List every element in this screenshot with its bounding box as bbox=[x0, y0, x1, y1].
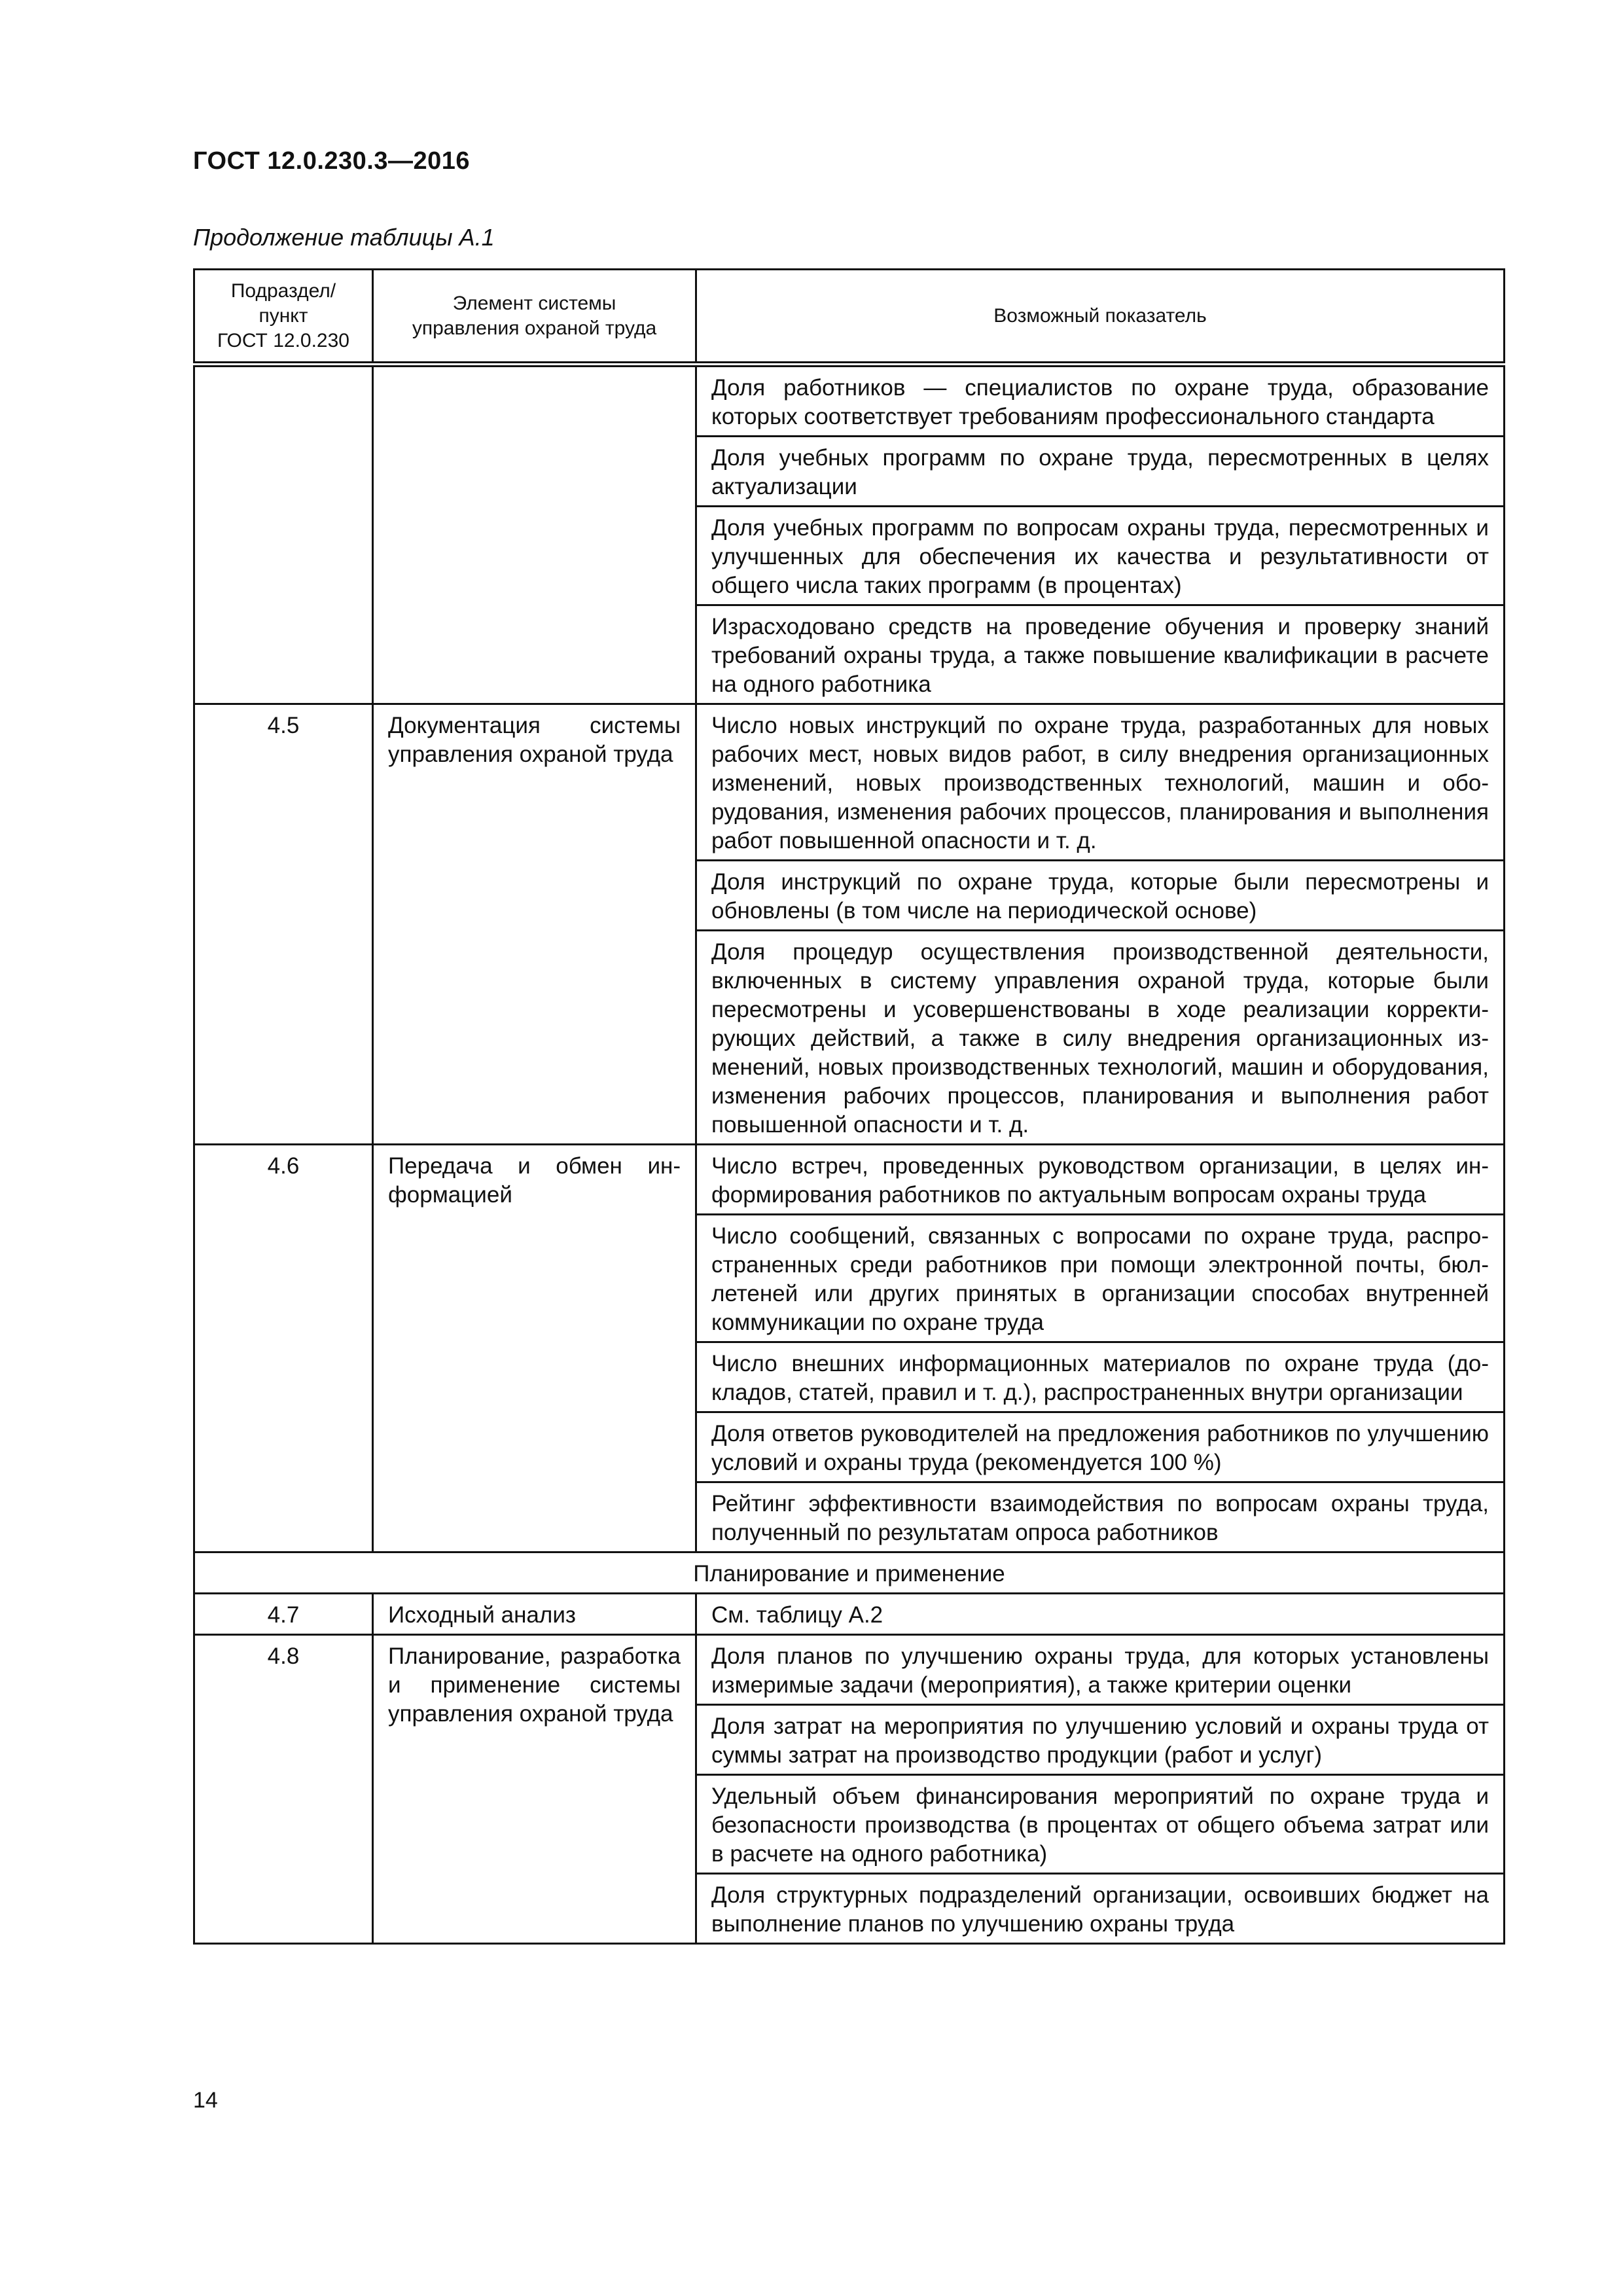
indicator-cell: Доля ответов руководителей на предложения работников по улучшению условий и охраны труда (рекомендуется 100 %) bbox=[696, 1412, 1505, 1482]
table-header-row bbox=[194, 270, 1505, 365]
column-header-subsection bbox=[194, 270, 373, 365]
indicator-cell: Доля учебных программ по вопросам охраны труда, пересмотренных и улучшенных для обеспечения их качества и результативности от общего числа таких программ (в процентах) bbox=[696, 507, 1505, 605]
indicator-cell: Число внешних информационных материалов по охране труда (докладов, статей, правил и т. д.), распространенных внутри организации bbox=[696, 1342, 1505, 1412]
table-row bbox=[194, 365, 1505, 437]
subsection-number-cell: 4.6 bbox=[194, 1145, 373, 1552]
indicator-cell: Число сообщений, связанных с вопросами по охране труда, распространенных среди работников при помощи электронной почты, бюллетеней или других принятых в организации способах внутренней коммуникации по охране труда bbox=[696, 1215, 1505, 1342]
column-header-line: Подраздел/ bbox=[230, 279, 336, 302]
table-row bbox=[194, 1145, 1505, 1215]
indicators-table bbox=[193, 268, 1505, 1945]
indicator-cell: Доля структурных подразделений организации, освоивших бюджет на выполнение планов по улучшению охраны труда bbox=[696, 1874, 1505, 1944]
indicator-cell: Доля затрат на мероприятия по улучшению условий и охраны труда от суммы затрат на производство продукции (работ и услуг) bbox=[696, 1705, 1505, 1775]
indicator-cell: Удельный объем финансирования мероприятий по охране труда и безопасности производства (в процентах от общего объема затрат или в расчете на одного работника) bbox=[696, 1775, 1505, 1874]
column-header-line: пункт bbox=[259, 304, 308, 327]
indicator-cell: Рейтинг эффективности взаимодействия по вопросам охраны труда, полученный по результатам опроса работников bbox=[696, 1482, 1505, 1552]
column-header-line: ГОСТ 12.0.230 bbox=[217, 329, 349, 351]
column-header-line: Элемент системы bbox=[452, 292, 616, 314]
table-row bbox=[194, 1635, 1505, 1705]
column-header-element bbox=[373, 270, 696, 365]
subsection-number-cell: 4.8 bbox=[194, 1635, 373, 1944]
table-caption: Продолжение таблицы А.1 bbox=[193, 224, 495, 251]
indicator-cell: Доля планов по улучшению охраны труда, для которых установлены измеримые задачи (мероприятия), а также критерии оценки bbox=[696, 1635, 1505, 1705]
indicator-cell: Число встреч, проведенных руководством организации, в целях информирования работников по актуальным вопросам охраны труда bbox=[696, 1145, 1505, 1215]
element-cell: Передача и обмен информацией bbox=[373, 1145, 696, 1552]
element-cell: Документация системы управления охраной труда bbox=[373, 704, 696, 1145]
indicator-cell: Число новых инструкций по охране труда, разработанных для новых рабочих мест, новых видов работ, в силу внедрения организационных изменений, новых производственных технологий, машин и оборудования, изменения рабочих процессов, планирования и выполнения работ повышенной опасности и т. д. bbox=[696, 704, 1505, 861]
indicator-cell: Доля учебных программ по охране труда, пересмотренных в целях актуализации bbox=[696, 437, 1505, 507]
element-cell bbox=[373, 365, 696, 704]
indicator-cell: См. таблицу А.2 bbox=[696, 1594, 1505, 1635]
indicator-cell: Израсходовано средств на проведение обучения и проверку знаний требований охраны труда, а также повышение квалификации в расчете на одного работника bbox=[696, 605, 1505, 704]
indicator-cell: Доля процедур осуществления производственной деятельности, включенных в систему управления охраной труда, которые были пересмотрены и усовершенствованы в ходе реализации корректирующих действий, а также в силу внедрения организационных изменений, новых производственных технологий, машин и оборудования, изменения рабочих процессов, планирования и выполнения работ повышенной опасности и т. д. bbox=[696, 931, 1505, 1145]
indicator-cell: Доля работников — специалистов по охране труда, образование которых соответствует требованиям профессионального стандарта bbox=[696, 365, 1505, 437]
column-header-indicator bbox=[696, 270, 1505, 365]
element-cell: Планирование, разработка и применение системы управления охраной труда bbox=[373, 1635, 696, 1944]
table-row bbox=[194, 704, 1505, 861]
page-number: 14 bbox=[193, 2088, 218, 2113]
subsection-number-cell: 4.5 bbox=[194, 704, 373, 1145]
subsection-number-cell bbox=[194, 365, 373, 704]
section-row bbox=[194, 1552, 1505, 1594]
document-standard-header: ГОСТ 12.0.230.3—2016 bbox=[193, 147, 471, 175]
subsection-number-cell: 4.7 bbox=[194, 1594, 373, 1635]
table-row bbox=[194, 1594, 1505, 1635]
column-header-line: управления охраной труда bbox=[412, 317, 657, 339]
section-title: Планирование и применение bbox=[194, 1552, 1505, 1594]
column-header-line: Возможный показатель bbox=[993, 304, 1207, 327]
element-cell: Исходный анализ bbox=[373, 1594, 696, 1635]
indicator-cell: Доля инструкций по охране труда, которые были пересмотрены и обновлены (в том числе на периодической основе) bbox=[696, 861, 1505, 931]
